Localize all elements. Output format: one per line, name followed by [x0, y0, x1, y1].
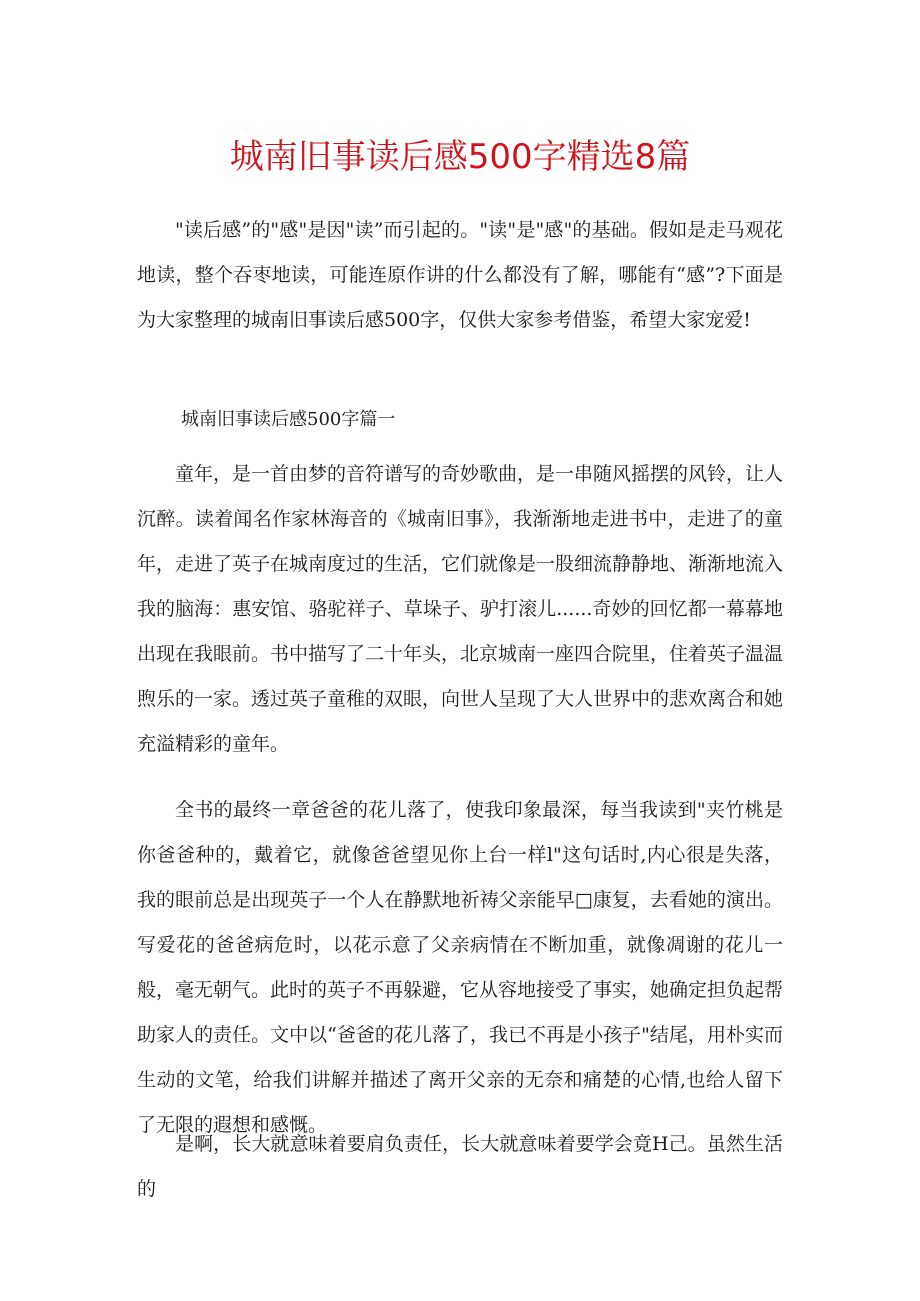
document-title: 城南旧事读后感500字精选8篇 [229, 137, 691, 177]
section-heading: 城南旧事读后感500字篇一 [181, 409, 396, 430]
body-paragraph-3: 是啊，长大就意味着要肩负责任，长大就意味着要学会竟H己。虽然生活的 [137, 1133, 783, 1200]
intro-paragraph: "读后感”的"感"是因"读”而引起的。"读"是"感"的基础。假如是走马观花地读，整个吞枣地读，可能连原作讲的什么都没有了解，哪能有“感”?下面是为大家整理的城南旧事读后感500字，仅供大家参考借鉴，希望大家宠爱! [137, 219, 783, 331]
body-paragraph-2: 全书的最终一章爸爸的花儿落了，使我印象最深，每当我读到"夹竹桃是你爸爸种的，戴着它，就像爸爸望见你上台一样l"这句话时,内心很是失落，我的眼前总是出现英子一个人在静默地祈祷父亲能早□康复，去看她的演出。写爱花的爸爸病危时，以花示意了父亲病情在不断加重，就像凋谢的花儿一般，毫无朝气。此时的英子不再躲避，它从容地接受了事实，她确定担负起帮助家人的责任。文中以“爸爸的花儿落了，我已不再是小孩子"结尾，用朴实而生动的文笔，给我们讲解并描述了离开父亲的无奈和痛楚的心情,也给人留下了无限的遐想和感慨。 [137, 799, 784, 1136]
body-paragraph-1: 童年，是一首由梦的音符谱写的奇妙歌曲，是一串随风摇摆的风铃，让人沉醉。读着闻名作家林海音的《城南旧事》，我渐渐地走进书中，走进了的童年，走进了英子在城南度过的生活，它们就像是一股细流静静地、渐渐地流入我的脑海：惠安馆、骆驼祥子、草垛子、驴打滚儿......奇妙的回忆都一幕幕地出现在我眼前。书中描写了二十年头，北京城南一座四合院里，住着英子温温煦乐的一家。透过英子童稚的双眼，向世人呈现了大人世界中的悲欢离合和她充溢精彩的童年。 [137, 463, 784, 755]
